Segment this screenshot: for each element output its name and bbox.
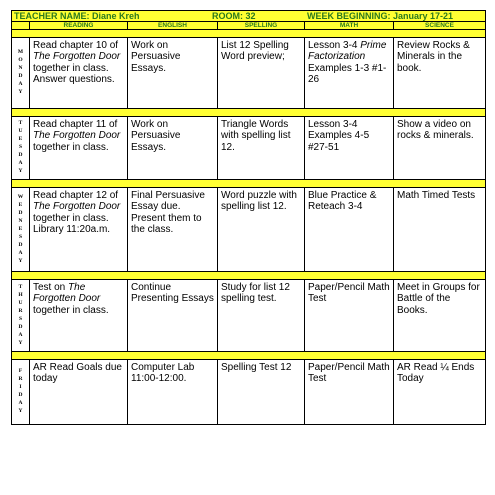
cell-text: Paper/Pencil Math Test	[308, 362, 390, 385]
day-letter: E	[18, 136, 23, 142]
day-row-tuesday	[12, 117, 486, 180]
day-letter: A	[18, 160, 23, 166]
day-letter: D	[18, 241, 23, 248]
week-beginning: WEEK BEGINNING: January 17-21	[307, 11, 454, 21]
day-label-friday	[19, 367, 23, 415]
day-letter: F	[18, 368, 23, 374]
day-letter: A	[18, 331, 23, 338]
cell-text: Triangle Words with spelling list 12.	[221, 119, 291, 153]
subject-science: SCIENCE	[394, 22, 486, 30]
day-letter: R	[18, 307, 23, 314]
cell-text: AR Read ¼ Ends Today	[397, 362, 475, 385]
cell-thursday-english	[128, 280, 218, 352]
cell-tuesday-math	[305, 117, 394, 180]
cell-monday-spelling	[218, 38, 305, 109]
separator-row	[12, 30, 486, 38]
day-row-friday	[12, 360, 486, 425]
separator-row	[12, 109, 486, 117]
separator-row	[12, 180, 486, 188]
lesson-plan-sheet	[11, 10, 485, 425]
cell-text: Meet in Groups for Battle of the Books.	[397, 282, 480, 316]
day-letter: D	[18, 323, 23, 330]
subject-math: MATH	[305, 22, 394, 30]
cell-thursday-math	[305, 280, 394, 352]
day-label-cell	[12, 360, 30, 425]
day-letter: D	[18, 392, 23, 398]
day-row-thursday	[12, 280, 486, 352]
day-letter: E	[18, 201, 23, 208]
cell-text: List 12 Spelling Word preview;	[221, 40, 289, 63]
day-letter: N	[18, 217, 23, 224]
teacher-name: TEACHER NAME: Diane Kreh	[14, 11, 140, 21]
book-title: The Forgotten Door	[33, 282, 101, 305]
cell-text: Read chapter 11 of	[33, 119, 118, 130]
subject-header-row	[12, 22, 486, 30]
separator-cell	[12, 30, 486, 38]
day-letter: D	[18, 73, 23, 79]
day-label-monday	[18, 48, 23, 96]
day-letter: N	[18, 65, 23, 71]
day-row-wednesday	[12, 188, 486, 272]
cell-wednesday-reading	[30, 188, 128, 272]
cell-text: Work on Persuasive Essays.	[131, 40, 181, 74]
cell-friday-reading	[30, 360, 128, 425]
cell-friday-english	[128, 360, 218, 425]
day-letter: T	[18, 283, 23, 290]
cell-text: Word puzzle with spelling list 12.	[221, 190, 297, 213]
header-bar	[12, 11, 486, 22]
day-letter: S	[18, 315, 23, 322]
day-label-cell	[12, 280, 30, 352]
day-letter: U	[18, 299, 23, 306]
day-letter: W	[17, 193, 24, 200]
day-label-wednesday	[18, 193, 24, 265]
cell-wednesday-math	[305, 188, 394, 272]
cell-text: Show a video on rocks & minerals.	[397, 119, 474, 142]
cell-text: together in class. Library 11:20a.m.	[33, 212, 111, 235]
separator-cell	[12, 272, 486, 280]
cell-text: Study for list 12 spelling test.	[221, 282, 290, 305]
subject-english: ENGLISH	[128, 22, 218, 30]
day-letter: I	[19, 384, 22, 390]
cell-text: Blue Practice & Reteach 3-4	[308, 190, 377, 213]
day-letter: Y	[18, 257, 23, 264]
day-label-cell	[12, 38, 30, 109]
day-letter: Y	[18, 89, 23, 95]
room-number: ROOM: 32	[212, 11, 256, 21]
subject-spelling: SPELLING	[218, 22, 305, 30]
cell-text: AR Read Goals due today	[33, 362, 122, 385]
cell-text: Math Timed Tests	[397, 190, 476, 201]
cell-tuesday-spelling	[218, 117, 305, 180]
cell-wednesday-english	[128, 188, 218, 272]
days-body	[12, 30, 486, 425]
day-letter: H	[18, 291, 23, 298]
day-label-cell	[12, 188, 30, 272]
cell-text: Work on Persuasive Essays.	[131, 119, 181, 153]
cell-wednesday-spelling	[218, 188, 305, 272]
day-letter: R	[18, 376, 23, 382]
separator-row	[12, 272, 486, 280]
book-title: The Forgotten Door	[33, 130, 121, 142]
cell-tuesday-science	[394, 117, 486, 180]
separator-cell	[12, 352, 486, 360]
cell-monday-english	[128, 38, 218, 109]
day-label-cell	[12, 117, 30, 180]
cell-friday-spelling	[218, 360, 305, 425]
day-letter: O	[18, 57, 23, 63]
cell-thursday-spelling	[218, 280, 305, 352]
lesson-plan-table	[11, 10, 486, 425]
day-letter: T	[18, 120, 23, 126]
cell-text: Spelling Test 12	[221, 362, 292, 373]
day-letter: S	[18, 233, 23, 240]
cell-thursday-science	[394, 280, 486, 352]
cell-text: Examples 1-3 #1-26	[308, 62, 387, 85]
day-letter: A	[18, 249, 23, 256]
cell-tuesday-english	[128, 117, 218, 180]
cell-monday-math	[305, 38, 394, 109]
day-label-tuesday	[19, 119, 23, 175]
cell-text: together in class.	[33, 141, 109, 153]
cell-text: Paper/Pencil Math Test	[308, 282, 390, 305]
cell-text: Continue Presenting Essays	[131, 282, 214, 305]
cell-text: Lesson 3-4 Examples 4-5 #27-51	[308, 119, 370, 153]
cell-text: Computer Lab 11:00-12:00.	[131, 362, 195, 385]
book-title: The Forgotten Door	[33, 51, 121, 63]
day-letter: M	[17, 49, 24, 55]
cell-tuesday-reading	[30, 117, 128, 180]
cell-text: Final Persuasive Essay due. Present them to the class.	[131, 190, 205, 235]
day-letter: A	[18, 400, 23, 406]
cell-friday-math	[305, 360, 394, 425]
day-letter: Y	[18, 408, 23, 414]
cell-text: Test on	[33, 282, 69, 293]
cell-wednesday-science	[394, 188, 486, 272]
cell-text: Review Rocks & Minerals in the book.	[397, 40, 470, 74]
header-row	[12, 11, 486, 22]
separator-row	[12, 352, 486, 360]
cell-text: together in class. Answer questions.	[33, 62, 115, 85]
day-row-monday	[12, 38, 486, 109]
day-letter: D	[18, 209, 23, 216]
day-letter: S	[18, 144, 23, 150]
cell-text: together in class.	[33, 304, 109, 316]
book-title: The Forgotten Door	[33, 201, 121, 213]
cell-monday-reading	[30, 38, 128, 109]
day-letter: D	[18, 152, 23, 158]
day-letter: U	[18, 128, 23, 134]
cell-thursday-reading	[30, 280, 128, 352]
day-label-thursday	[18, 283, 22, 347]
cell-text: Lesson 3-4	[308, 40, 361, 51]
separator-cell	[12, 180, 486, 188]
cell-friday-science	[394, 360, 486, 425]
day-column-header	[12, 22, 30, 30]
book-title: Prime Factorization	[308, 40, 387, 63]
separator-cell	[12, 109, 486, 117]
day-letter: Y	[18, 168, 23, 174]
day-letter: Y	[18, 339, 23, 346]
day-letter: A	[18, 81, 23, 87]
subject-reading: READING	[30, 22, 128, 30]
cell-text: Read chapter 10 of	[33, 40, 119, 51]
day-letter: E	[18, 225, 23, 232]
cell-monday-science	[394, 38, 486, 109]
cell-text: Read chapter 12 of	[33, 190, 119, 201]
